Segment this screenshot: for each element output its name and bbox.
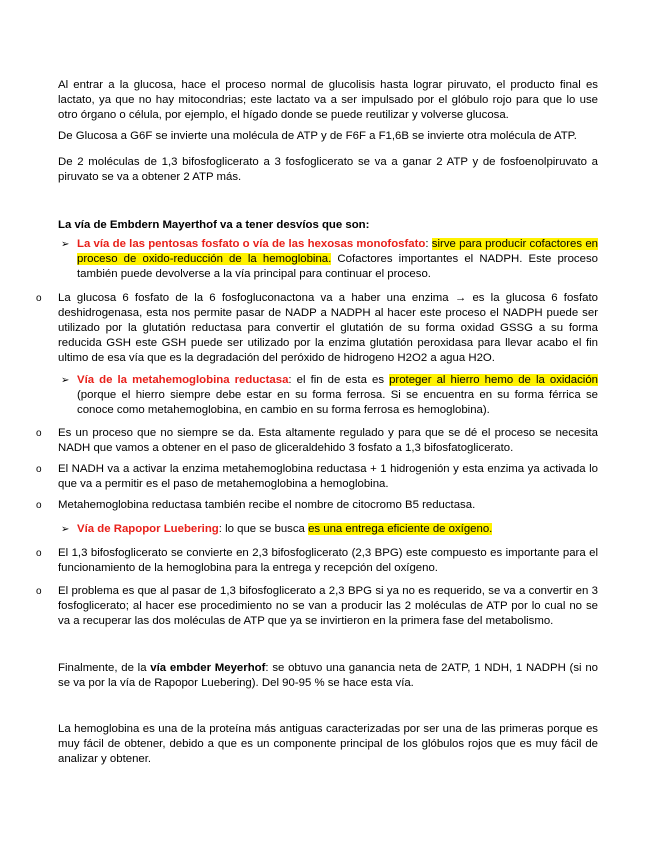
rapopor-pre: : lo que se busca (218, 523, 309, 535)
paragraph-23bpg: El 1,3 bifosfoglicerato se convierte en 2,3 bifosfoglicerato (2,3 BPG) este compuesto es importante para el funcionamiento de la hemoglobina para la entrega y recepción del oxígeno. (58, 547, 598, 574)
metahemoglobina-pre: : el fin de esta es (288, 374, 390, 386)
highlight-cofactores: sirve para producir cofactores en proceso de oxido-reducción de la hemoglobina. (77, 238, 598, 265)
finalmente-pre: Finalmente, de la (58, 662, 151, 674)
paragraph-g6p-dehydrogenase: La glucosa 6 fosfato de la 6 fosfogluconactona va a haber una enzima → es la glucosa 6 fosfato deshidrogenasa, esta nos permite pasar de NADP a NADPH al hacer este proceso el NADPH puede ser utilizado por la glutatión reductasa para convertir el glutatión de su forma oxidad GSSG a su forma reducida GSH este GSH puede ser utilizado por la enzima glutatión peroxidasa para llevar acabo el fin ultimo de esa vía que es la degradación del peróxido de hidrogeno H2O2 a agua H2O. (58, 292, 598, 364)
circle-bullet-icon: o (36, 293, 42, 304)
section-heading: La vía de Embdern Mayerthof va a tener desvíos que son: (58, 219, 370, 231)
highlight-proteger: proteger al hierro hemo de la oxidación (389, 374, 599, 386)
paragraph-regulated: Es un proceso que no siempre se da. Esta altamente regulado y para que se dé el proceso se necesita NADH que vamos a obtener en el paso de gliceraldehido 3 fosfato a 1,3 bifosfatoglicerato. (58, 427, 598, 454)
circle-bullet-icon: o (36, 586, 42, 597)
circle-bullet-icon: o (36, 548, 42, 559)
paragraph-atp-invest: De Glucosa a G6F se invierte una molécula de ATP y de F6F a F1,6B se invierte otra molécula de ATP. (58, 130, 577, 142)
pentosas-rest: Cofactores importantes el NADPH. Este proceso también puede devolverse a la vía principal para continuar el proceso. (77, 253, 598, 280)
arrow-bullet-icon: ➢ (61, 239, 70, 250)
paragraph-citocromo: Metahemoglobina reductasa también recibe el nombre de citocromo B5 reductasa. (58, 499, 476, 511)
paragraph-finalmente (58, 661, 598, 691)
arrow-bullet-icon: ➢ (61, 375, 70, 386)
bullet-metahemoglobina (77, 373, 598, 418)
paragraph-glucolisis: Al entrar a la glucosa, hace el proceso normal de glucolisis hasta lograr piruvato, el producto final es lactato, ya que no hay mitocondrias; este lactato va a ser impulsado por el glóbulo rojo para que lo use otro órgano o célula, por ejemplo, el hígado donde se puede reutilizar y volverse glucosa. (58, 79, 598, 121)
circle-bullet-icon: o (36, 464, 42, 475)
circle-bullet-icon: o (36, 500, 42, 511)
bullet-rapopor (77, 522, 598, 537)
circle-bullet-icon: o (36, 428, 42, 439)
metahemoglobina-rest: (porque el hierro siempre debe estar en su forma ferrosa. Si se encuentra en su forma férrica se conoce como metahemoglobina, en cambio en su forma ferrosa es hemoglobina). (77, 389, 598, 416)
arrow-bullet-icon: ➢ (61, 524, 70, 535)
rapopor-title: Vía de Rapopor Luebering (77, 523, 219, 535)
paragraph-atp-gain: De 2 moléculas de 1,3 bifosfoglicerato a 3 fosfoglicerato se va a ganar 2 ATP y de fosfoenolpiruvato a piruvato se va a obtener 2 ATP más. (58, 156, 598, 183)
finalmente-bold: vía embder Meyerhof (150, 662, 266, 674)
paragraph-nadh: El NADH va a activar la enzima metahemoglobina reductasa + 1 hidrogenión y esta enzima ya activada lo que va a permitir es el paso de metahemoglobina a hemoglobina. (58, 463, 598, 490)
highlight-oxigeno: es una entrega eficiente de oxígeno. (308, 523, 493, 535)
colon-text: : (425, 238, 432, 250)
pentosas-title: La vía de las pentosas fosfato o vía de las hexosas monofosfato (77, 238, 426, 250)
finalmente-rest: : se obtuvo una ganancia neta de 2ATP, 1 NDH, 1 NADPH (si no se va por la vía de Rapopor Luebering). Del 90-95 % se hace esta vía. (58, 662, 598, 689)
metahemoglobina-title: Vía de la metahemoglobina reductasa (77, 374, 289, 386)
bullet-pentosas (77, 237, 598, 282)
paragraph-hemoglobina: La hemoglobina es una de la proteína más antiguas caracterizadas por ser una de las primeras porque es muy fácil de obtener, debido a que es un componente principal de los glóbulos rojos que es muy fácil de analizar y obtener. (58, 723, 598, 765)
paragraph-problema: El problema es que al pasar de 1,3 bifosfoglicerato a 2,3 BPG si ya no es requerido, se va a convertir en 3 fosfoglicerato; al hacer ese procedimiento no se van a producir las 2 moléculas de ATP por lo cual no se va a recuperar las dos moléculas de ATP que ya se invirtieron en la primera fase del metabolismo. (58, 585, 598, 627)
